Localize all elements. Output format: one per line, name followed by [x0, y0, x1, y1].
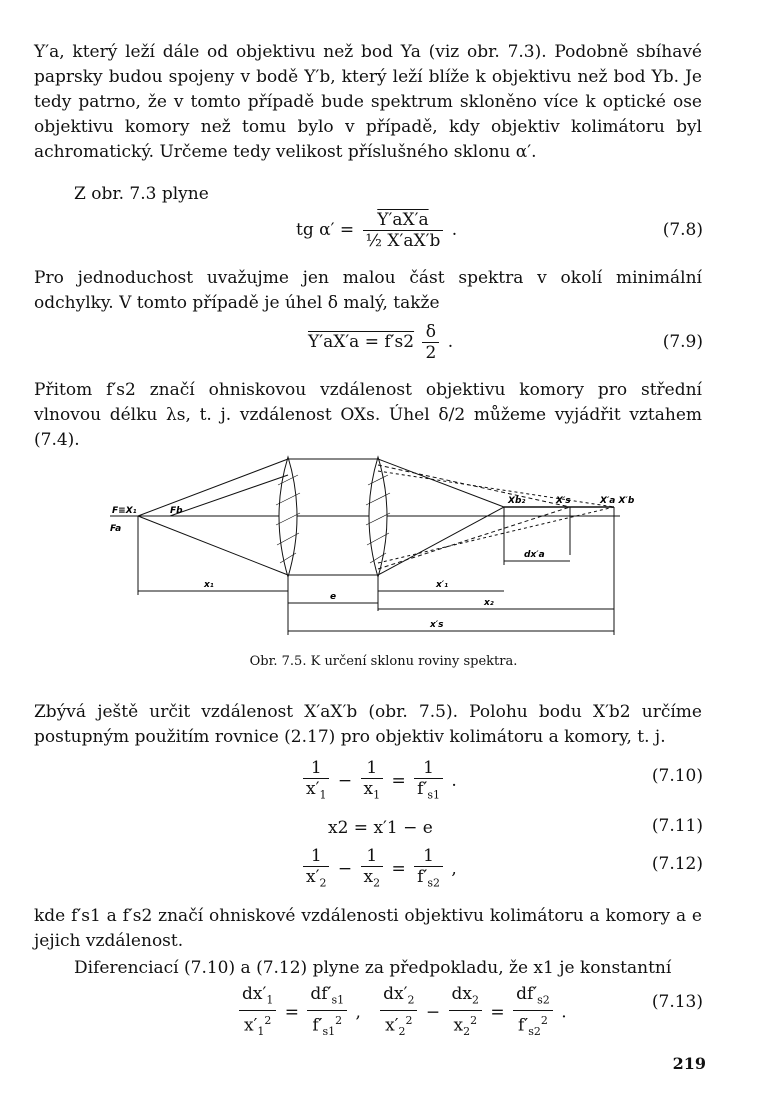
eq78-tail: . — [451, 220, 458, 240]
label-xb2: Xb₂ — [508, 496, 526, 506]
paragraph-focal-length: Přitom f′s2 značí ohniskovou vzdálenost objektivu komory pro střední vlnovou délku λs, t. j. vzdálenost OXs. Úhel δ/2 můžeme vyjádřit vztahem (7.4). — [34, 380, 702, 450]
label-e: e — [330, 592, 337, 602]
paragraph-where: kde f′s1 a f′s2 značí ohniskové vzdálenosti objektivu kolimátoru a komory a e jejich vzdálenost. — [34, 906, 702, 951]
label-x1: x₁ — [204, 580, 214, 590]
paragraph-from-fig: Z obr. 7.3 plyne — [74, 184, 209, 204]
eq79-numerator: δ — [422, 322, 439, 343]
eq78-fraction — [363, 210, 444, 251]
eq710-label: (7.10) — [651, 766, 703, 786]
label-f-x1: F≡X₁ — [112, 506, 137, 516]
equation-7-10: $\frac{1}{x'_1}$ − $\frac{1}{x_1}$ = $\frac{1}{f'_{s1}}$ . (7.10) — [0, 758, 767, 808]
eq713-label: (7.13) — [651, 992, 703, 1012]
page-number: 219 — [672, 1054, 706, 1073]
eq79-lhs: Y′aX′a = f′s2 — [308, 332, 415, 352]
eq711-label: (7.11) — [651, 816, 703, 836]
eq78-numerator: Y′aX′a — [363, 210, 444, 231]
label-xa-xb: X′a X′b — [600, 496, 635, 506]
paragraph-intro: Y′a, který leží dále od objektivu než bod Ya (viz obr. 7.3). Podobně sbíhavé paprsky budou spojeny v bodě Y′b, který leží blíže k objektivu než bod Yb. Je tedy patrno, že v tomto případě bude spektrum skloněno více k optické ose objektivu komory než tomu bylo v případě, kdy objektiv kolimátoru byl achromatický. Určeme tedy velikost příslušného sklonu α′. — [34, 42, 702, 162]
label-x2: x₂ — [484, 598, 494, 608]
eq79-label: (7.9) — [662, 332, 703, 352]
label-xs-prime: x′s — [430, 620, 444, 630]
label-fa: Fa — [110, 524, 122, 534]
eq79-tail: . — [447, 332, 454, 352]
equation-7-13: $\frac{dx'_1}{x'_1^2}$ = $\frac{df'_{s1}}{f'_{s1}^2}$ , $\frac{dx'_2}{x'_2^2}$ − $\frac{dx_2}{x_2^2}$ = $\frac{df'_{s2}}{f'_{s2}^2}$ . (7.13) — [0, 984, 767, 1036]
eq711-body: x2 = x′1 − e — [328, 818, 433, 838]
label-xs: X′s — [556, 496, 571, 506]
paragraph-differentiation: Diferenciací (7.10) a (7.12) plyne za předpokladu, že x1 je konstantní — [74, 958, 672, 978]
paragraph-distance: Zbývá ještě určit vzdálenost X′aX′b (obr. 7.5). Polohu bodu X′b2 určíme postupným použitím rovnice (2.17) pro objektiv kolimátoru a komory, t. j. — [34, 702, 702, 747]
equation-7-11 — [0, 816, 767, 844]
label-fb: Fb — [170, 506, 183, 516]
equation-7-8 — [0, 208, 767, 258]
eq79-denominator: 2 — [425, 343, 437, 363]
equation-7-12: $\frac{1}{x'_2}$ − $\frac{1}{x_2}$ = $\frac{1}{f'_{s2}}$ , (7.12) — [0, 846, 767, 896]
lens-diagram — [100, 445, 660, 645]
label-x1-prime: x′₁ — [436, 580, 449, 590]
eq78-lhs: tg α′ = — [296, 220, 355, 240]
eq78-denominator: ½ X′aX′b — [365, 231, 441, 251]
eq712-label: (7.12) — [651, 854, 703, 874]
label-dxa: dx′a — [524, 550, 545, 560]
paragraph-small-angle: Pro jednoduchost uvažujme jen malou část spektra v okolí minimální odchylky. V tomto případě je úhel δ malý, takže — [34, 268, 702, 313]
eq78-label: (7.8) — [662, 220, 703, 240]
camera-lens — [369, 457, 387, 577]
equation-7-9 — [0, 320, 767, 370]
figure-caption: Obr. 7.5. K určení sklonu roviny spektra. — [249, 654, 518, 669]
eq79-fraction — [422, 322, 439, 363]
